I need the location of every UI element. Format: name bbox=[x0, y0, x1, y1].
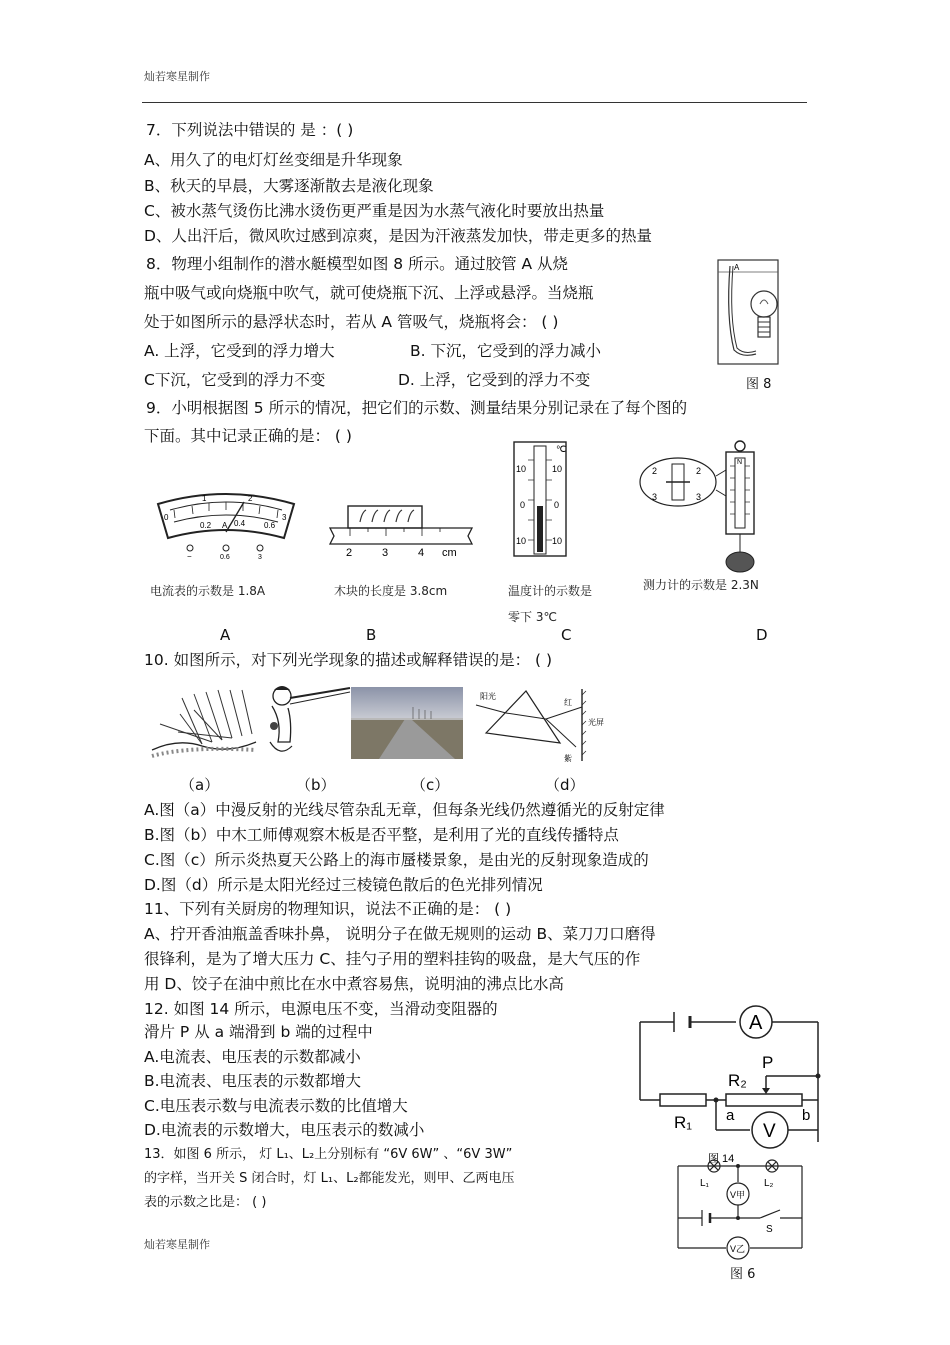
ruler-tick-3: 3 bbox=[382, 547, 389, 559]
q10-label-c: （c） bbox=[411, 776, 450, 794]
q8-line-3: 处于如图所示的悬浮状态时，若从 A 管吸气，烧瓶将会： ( ) bbox=[144, 313, 559, 331]
q12-line-1: 12. 如图 14 所示，电源电压不变，当滑动变阻器的 bbox=[144, 1000, 498, 1018]
ruler-tick-2: 2 bbox=[346, 547, 353, 559]
q9-letter-a: A bbox=[220, 626, 231, 644]
q11-line-3: 很锋利，是为了增大压力 C、挂勺子用的塑料挂钩的吸盘，是大气压的作 bbox=[144, 950, 641, 968]
spring-balance-figure bbox=[638, 440, 770, 580]
q10-label-d: （d） bbox=[545, 776, 585, 794]
thermo-unit: ℃ bbox=[556, 444, 567, 454]
q10-option-a: A.图（a）中漫反射的光线尽管杂乱无章，但每条光线仍然遵循光的反射定律 bbox=[144, 801, 665, 819]
ruler-tick-4: 4 bbox=[418, 547, 425, 559]
ammeter-sub-04: 0.4 bbox=[234, 519, 246, 528]
caption-thermometer-line2: 零下 3℃ bbox=[508, 610, 557, 624]
ammeter-tick-3: 3 bbox=[282, 513, 287, 522]
thermo-tick-neg10-left: 10 bbox=[516, 536, 527, 546]
q12-line-2: 滑片 P 从 a 端滑到 b 端的过程中 bbox=[144, 1023, 373, 1041]
q9-line-2: 下面。其中记录正确的是： ( ) bbox=[144, 427, 352, 445]
fig6-caption: 图 6 bbox=[730, 1267, 756, 1282]
fig8-label: 图 8 bbox=[746, 377, 772, 392]
spring-zoom-3-left: 3 bbox=[652, 492, 658, 502]
thermo-tick-0-right: 0 bbox=[554, 500, 560, 510]
caption-ruler: 木块的长度是 3.8cm bbox=[334, 584, 448, 598]
carpenter-figure bbox=[262, 682, 352, 762]
ammeter-term-3: 3 bbox=[258, 554, 262, 561]
q7-option-d: D、人出汗后，微风吹过感到凉爽，是因为汗液蒸发加快，带走更多的热量 bbox=[144, 227, 652, 245]
ammeter-unit: A bbox=[222, 521, 228, 530]
spring-zoom-2-left: 2 bbox=[652, 466, 658, 476]
fig14-r1-label: R₁ bbox=[674, 1113, 693, 1132]
q8-line-2: 瓶中吸气或向烧瓶中吹气，就可使烧瓶下沉、上浮或悬浮。当烧瓶 bbox=[144, 284, 594, 302]
q7-option-c: C、被水蒸气烫伤比沸水烫伤更严重是因为水蒸气液化时要放出热量 bbox=[144, 202, 605, 220]
q11-line-2: A、拧开香油瓶盖香味扑鼻， 说明分子在做无规则的运动 B、菜刀刀口磨得 bbox=[144, 925, 656, 943]
fig14-caption: 图 14 bbox=[708, 1153, 735, 1165]
fig14-ammeter-label: A bbox=[749, 1012, 763, 1034]
q11-line-4: 用 D、饺子在油中煎比在水中煮容易焦，说明油的沸点比水高 bbox=[144, 975, 564, 993]
fig6-voltmeter-b: V乙 bbox=[730, 1244, 746, 1254]
spring-zoom-3-right: 3 bbox=[696, 492, 702, 502]
ammeter-sub-06: 0.6 bbox=[264, 521, 276, 530]
prism-label-red: 红 bbox=[564, 698, 572, 707]
q10-option-b: B.图（b）中木工师傅观察木板是否平整，是利用了光的直线传播特点 bbox=[144, 826, 619, 844]
fig6-l2-label: L₂ bbox=[764, 1178, 774, 1189]
ammeter-term-06: 0.6 bbox=[220, 554, 230, 561]
prism-label-screen: 光屏 bbox=[588, 718, 604, 727]
ammeter-tick-1: 1 bbox=[202, 494, 207, 503]
q9-letter-b: B bbox=[366, 626, 377, 644]
page-header: 灿若寒星制作 bbox=[144, 70, 210, 83]
q11-line-1: 11、下列有关厨房的物理知识，说法不正确的是： ( ) bbox=[144, 900, 512, 918]
q12-option-a: A.电流表、电压表的示数都减小 bbox=[144, 1048, 361, 1066]
q7-option-b: B、秋天的早晨，大雾逐渐散去是液化现象 bbox=[144, 177, 434, 195]
ammeter-tick-2: 2 bbox=[248, 494, 253, 503]
ruler-figure bbox=[326, 500, 476, 562]
q13-line-2: 的字样，当开关 S 闭合时，灯 L₁、L₂都能发光，则甲、乙两电压 bbox=[144, 1171, 515, 1186]
thermometer-figure bbox=[508, 440, 572, 560]
diffuse-reflection-figure bbox=[148, 684, 260, 760]
thermo-tick-10-right: 10 bbox=[552, 464, 563, 474]
prism-label-sun: 阳光 bbox=[480, 692, 496, 701]
thermo-tick-neg10-right: 10 bbox=[552, 536, 563, 546]
caption-thermometer: 温度计的示数是 bbox=[508, 584, 593, 598]
q10-label-a: （a） bbox=[180, 776, 220, 794]
ammeter-figure bbox=[152, 488, 300, 560]
page-footer: 灿若寒星制作 bbox=[144, 1238, 210, 1251]
road-mirage-photo bbox=[351, 687, 463, 759]
spring-zoom-2-right: 2 bbox=[696, 466, 702, 476]
q12-option-c: C.电压表示数与电流表示数的比值增大 bbox=[144, 1097, 408, 1115]
ammeter-term-minus: − bbox=[187, 552, 192, 561]
fig14-end-b: b bbox=[802, 1107, 811, 1124]
q10-stem: 10. 如图所示，对下列光学现象的描述或解释错误的是： ( ) bbox=[144, 651, 553, 669]
q10-label-b: （b） bbox=[296, 776, 336, 794]
q13-line-3: 表的示数之比是： ( ) bbox=[144, 1195, 267, 1210]
fig14-end-a: a bbox=[726, 1107, 735, 1124]
caption-spring-balance: 测力计的示数是 2.3N bbox=[643, 578, 759, 592]
q7-stem: 7．下列说法中错误的 是 ：( ) bbox=[146, 121, 354, 139]
q7-option-a: A、用久了的电灯灯丝变细是升华现象 bbox=[144, 151, 403, 169]
thermo-tick-0-left: 0 bbox=[520, 500, 526, 510]
spring-unit: N bbox=[737, 459, 743, 466]
q8-option-b: B. 下沉，它受到的浮力减小 bbox=[410, 342, 601, 360]
fig14-voltmeter-label: V bbox=[763, 1121, 776, 1142]
circuit-fig14 bbox=[630, 1002, 826, 1166]
prism-figure bbox=[476, 685, 604, 765]
q9-letter-c: C bbox=[561, 626, 572, 644]
fig6-switch-label: S bbox=[766, 1224, 773, 1235]
fig6-voltmeter-a: V甲 bbox=[730, 1190, 746, 1200]
caption-ammeter: 电流表的示数是 1.8A bbox=[150, 584, 266, 598]
q9-letter-d: D bbox=[756, 626, 768, 644]
q8-line-1: 8．物理小组制作的潜水艇模型如图 8 所示。通过胶管 A 从烧 bbox=[146, 255, 569, 273]
q10-option-d: D.图（d）所示是太阳光经过三棱镜色散后的色光排列情况 bbox=[144, 876, 543, 894]
ammeter-sub-02: 0.2 bbox=[200, 521, 212, 530]
ruler-unit: cm bbox=[442, 547, 457, 559]
prism-label-violet: 紫 bbox=[564, 754, 572, 763]
q8-option-c: C下沉，它受到的浮力不变 bbox=[144, 371, 326, 389]
submarine-model-figure bbox=[712, 258, 784, 368]
ammeter-tick-0: 0 bbox=[164, 513, 169, 522]
q12-option-d: D.电流表的示数增大，电压表示的数减小 bbox=[144, 1121, 425, 1139]
q8-option-a: A. 上浮，它受到的浮力增大 bbox=[144, 342, 335, 360]
fig8-letter-a: A bbox=[734, 263, 740, 272]
q12-option-b: B.电流表、电压表的示数都增大 bbox=[144, 1072, 362, 1090]
fig14-slider-label: P bbox=[762, 1053, 774, 1072]
q10-option-c: C.图（c）所示炎热夏天公路上的海市蜃楼景象，是由光的反射现象造成的 bbox=[144, 851, 649, 869]
header-rule bbox=[142, 102, 807, 103]
q8-option-d: D. 上浮，它受到的浮力不变 bbox=[398, 371, 591, 389]
circuit-fig6 bbox=[672, 1156, 808, 1260]
fig6-l1-label: L₁ bbox=[700, 1178, 709, 1189]
q9-line-1: 9．小明根据图 5 所示的情况，把它们的示数、测量结果分别记录在了每个图的 bbox=[146, 399, 688, 417]
thermo-tick-10-left: 10 bbox=[516, 464, 527, 474]
fig14-r2-label: R₂ bbox=[728, 1071, 747, 1090]
q13-line-1: 13．如图 6 所示， 灯 L₁、L₂上分别标有 “6V 6W” 、“6V 3W” bbox=[144, 1147, 513, 1162]
